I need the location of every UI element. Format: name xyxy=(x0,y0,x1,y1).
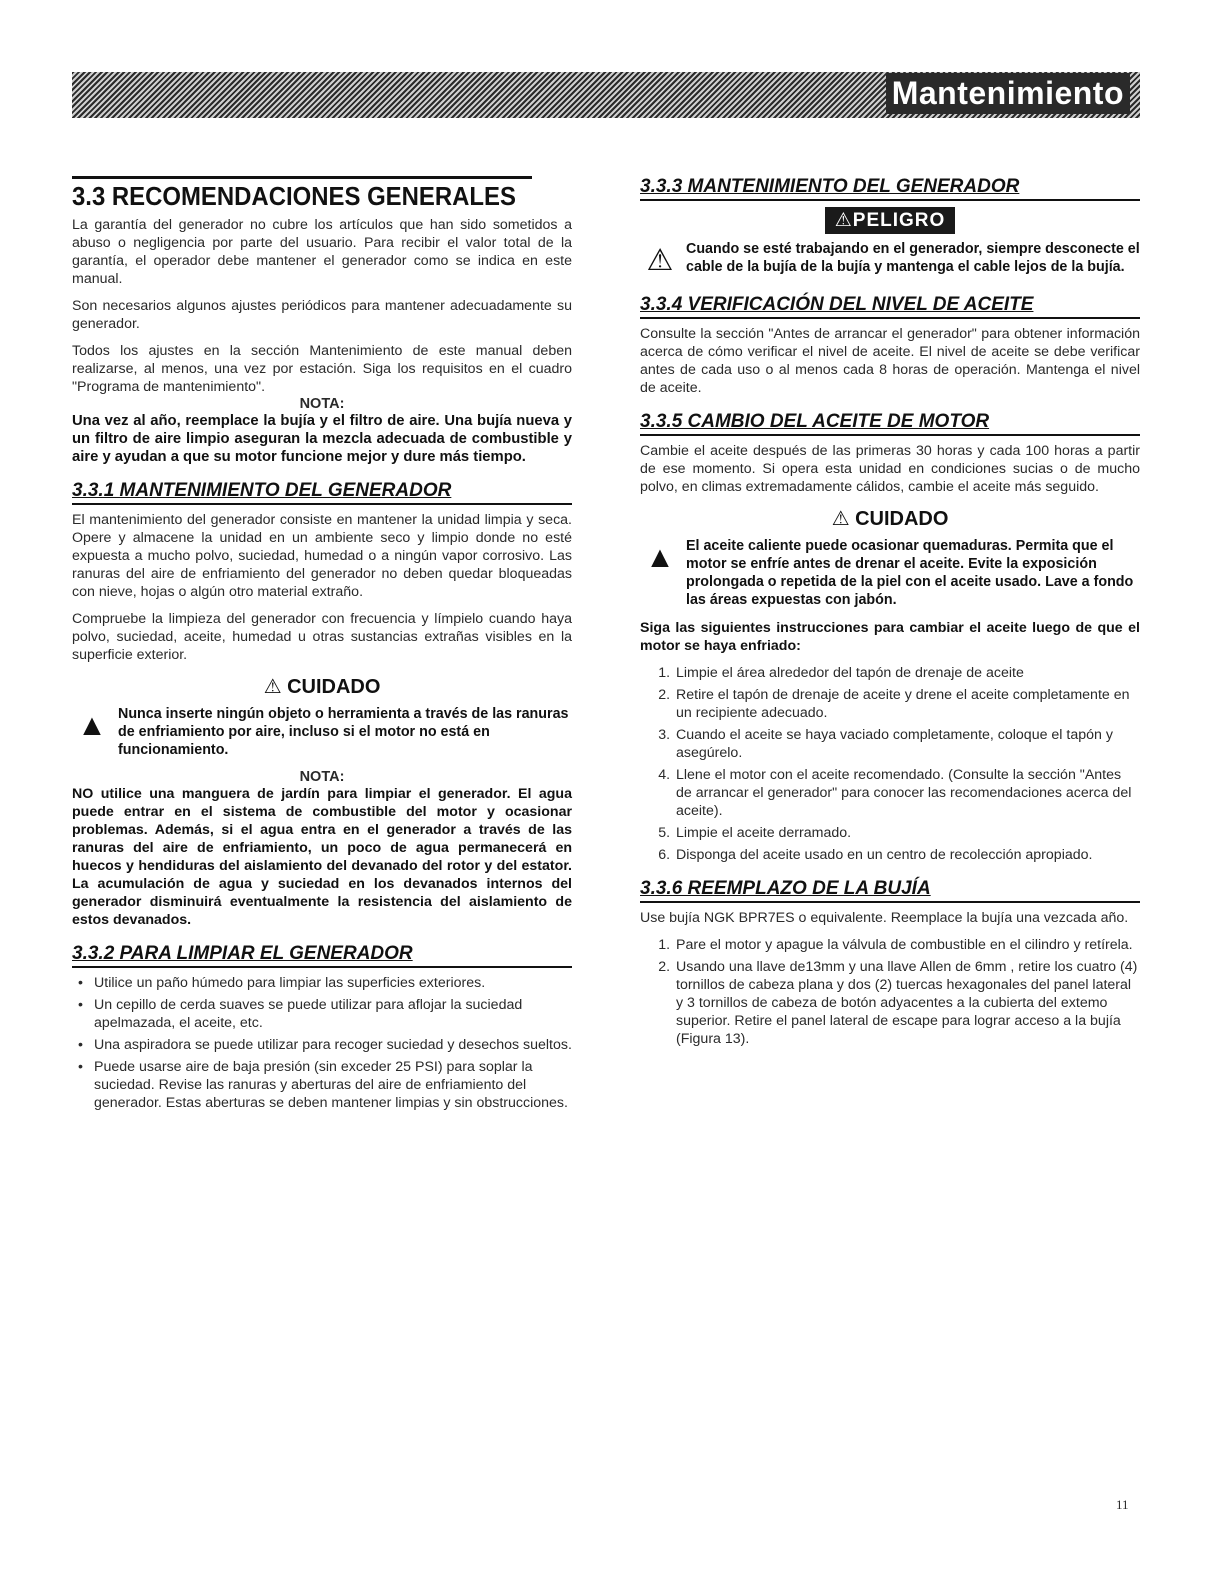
list-item: • Utilice un paño húmedo para limpiar las superficies exteriores. xyxy=(86,974,572,992)
heading-3-3-4: 3.3.4 VERIFICACIÓN DEL NIVEL DE ACEITE xyxy=(640,294,1140,319)
caution-title: CUIDADO xyxy=(855,508,949,530)
cleaning-list xyxy=(72,974,572,1112)
note-label: NOTA: xyxy=(299,396,345,412)
list-item: 1. Limpie el área alrededor del tapón de drenaje de aceite xyxy=(674,664,1140,682)
paragraph: Son necesarios algunos ajustes periódicos para mantener adecuadamente su generador. xyxy=(72,298,572,332)
paragraph: El mantenimiento del generador consiste en mantener la unidad limpia y seca. Opere y almacene la unidad en un ambiente seco y limpio donde no esté expuesta a mucho polvo, suciedad, humedad o a ningún vapor corrosivo. Las ranuras del aire de enfriamiento del generador no deben quedar bloqueadas con nieve, hojas o algún otro material extraño. xyxy=(72,512,572,600)
heading-3-3-5: 3.3.5 CAMBIO DEL ACEITE DE MOTOR xyxy=(640,411,1140,436)
list-item: • Puede usarse aire de baja presión (sin exceder 25 PSI) para soplar la suciedad. Revise las ranuras y aberturas del aire de enfriamiento del generador. Estas aberturas se deben mantener limpias y sin obstrucciones. xyxy=(86,1058,572,1112)
caution-block xyxy=(72,705,572,759)
section-title: Mantenimiento xyxy=(886,73,1130,114)
list-item: 2. Usando una llave de13mm y una llave Allen de 6mm , retire los cuatro (4) tornillos de cabeza plana y dos (2) tuercas hexagonales del panel lateral y 3 tornillos de cabeza de botón adyacentes a la cubierta del extemo superior. Retire el panel lateral de escape para lograr acceso a la bujía (Figura 13). xyxy=(674,958,1140,1048)
danger-badge-wrap xyxy=(640,207,1140,234)
right-column xyxy=(640,176,1140,1056)
page-number: 11 xyxy=(1116,1497,1129,1512)
caution-text: El aceite caliente puede ocasionar quemaduras. Permita que el motor se enfríe antes de drenar el aceite. Evite la exposición prolongada o repetida de la piel con el aceite usado. Lave a fondo las áreas expuestas con jabón. xyxy=(686,538,1134,608)
caution-heading xyxy=(72,674,572,699)
paragraph: Todos los ajustes en la sección Mantenimiento de este manual deben realizarse, al menos, una vez por estación. Siga los requisitos en el cuadro "Programa de mantenimiento". xyxy=(72,343,572,395)
list-item: 2. Retire el tapón de drenaje de aceite y drene el aceite completamente en un recipiente adecuado. xyxy=(674,686,1140,722)
list-item: • Una aspiradora se puede utilizar para recoger suciedad y desechos sueltos. xyxy=(86,1036,572,1054)
paragraph: Use bujía NGK BPR7ES o equivalente. Reemplace la bujía una vezcada año. xyxy=(640,910,1129,926)
paragraph: Consulte la sección "Antes de arrancar el generador" para obtener información acerca de cómo verificar el nivel de aceite. El nivel de aceite se debe verificar antes de cada uso o al menos cada 8 horas de operación. Mantenga el nivel de aceite. xyxy=(640,326,1140,396)
paragraph: Cambie el aceite después de las primeras 30 horas y cada 100 horas a partir de ese momento. Si opera esta unidad en condiciones sucias o de mucho polvo, en climas extremadamente cálidos, cambie el aceite más seguido. xyxy=(640,443,1140,495)
heading-3-3-2: 3.3.2 PARA LIMPIAR EL GENERADOR xyxy=(72,943,572,968)
danger-badge xyxy=(825,207,956,234)
warning-icon: ⚠ xyxy=(831,508,850,530)
heading-3-3-3: 3.3.3 MANTENIMIENTO DEL GENERADOR xyxy=(640,176,1140,201)
warning-triangle-icon: ▲ xyxy=(645,541,675,574)
list-item: 6. Disponga del aceite usado en un centro de recolección apropiado. xyxy=(674,846,1140,864)
note-text: NO utilice una manguera de jardín para limpiar el generador. El agua puede entrar en el sistema de combustible del motor y ocasionar problemas. Además, si el agua entra en el generador a través de las ranuras del aire de enfriamiento, un poco de agua permanecerá en huecos y hendiduras del aislamiento del devanado del rotor y del estator. La acumulación de agua y suciedad en los devanados internos del generador disminuirá eventualmente la resistencia del aislamiento de estos devanados. xyxy=(72,786,572,928)
spark-plug-steps xyxy=(640,936,1140,1048)
caution-title: CUIDADO xyxy=(287,676,381,698)
danger-block xyxy=(640,240,1140,280)
heading-3-3-1: 3.3.1 MANTENIMIENTO DEL GENERADOR xyxy=(72,480,572,505)
caution-heading xyxy=(640,506,1140,531)
list-item: 1. Pare el motor y apague la válvula de combustible en el cilindro y retírela. xyxy=(674,936,1140,954)
danger-text: Cuando se esté trabajando en el generador, siempre desconecte el cable de la bujía de la bujía y mantenga el cable lejos de la bujía. xyxy=(686,241,1140,275)
electric-shock-icon: ⚠ xyxy=(646,244,674,277)
list-item: • Un cepillo de cerda suaves se puede utilizar para aflojar la suciedad apelmazada, el aceite, etc. xyxy=(86,996,572,1032)
paragraph: Compruebe la limpieza del generador con frecuencia y límpielo cuando haya polvo, suciedad, aceite, humedad u otras sustancias extrañas visibles en la superficie exterior. xyxy=(72,611,572,663)
caution-text: Nunca inserte ningún objeto o herramienta a través de las ranuras de enfriamiento por aire, incluso si el motor no está en funcionamiento. xyxy=(118,706,569,758)
section-banner xyxy=(72,72,1140,118)
warning-icon: ⚠ xyxy=(834,210,853,231)
left-column xyxy=(72,176,572,1116)
heading-3-3-6: 3.3.6 REEMPLAZO DE LA BUJÍA xyxy=(640,878,1140,903)
caution-block xyxy=(640,537,1140,609)
list-item: 3. Cuando el aceite se haya vaciado completamente, coloque el tapón y asegúrelo. xyxy=(674,726,1140,762)
oil-change-steps xyxy=(640,664,1140,864)
list-item: 4. Llene el motor con el aceite recomendado. (Consulte la sección "Antes de arrancar el generador" para conocer las recomendaciones acerca del aceite). xyxy=(674,766,1140,820)
note-text: Una vez al año, reemplace la bujía y el filtro de aire. Una bujía nueva y un filtro de aire limpio aseguran la mezcla adecuada de combustible y aire y ayudan a que su motor funcione mejor y dure más tiempo. xyxy=(72,413,572,465)
danger-label: PELIGRO xyxy=(852,210,946,231)
warning-triangle-icon: ▲ xyxy=(77,709,107,742)
heading-3-3: 3.3 RECOMENDACIONES GENERALES xyxy=(72,176,532,212)
note-label: NOTA: xyxy=(299,769,345,785)
paragraph: La garantía del generador no cubre los artículos que han sido sometidos a abuso o negligencia por parte del usuario. Para recibir el valor total de la garantía, el operador debe mantener el generador como se indica en este manual. xyxy=(72,217,572,287)
warning-icon: ⚠ xyxy=(263,676,282,698)
instructions-intro: Siga las siguientes instrucciones para cambiar el aceite luego de que el motor se haya enfriado: xyxy=(640,620,1140,654)
list-item: 5. Limpie el aceite derramado. xyxy=(674,824,1140,842)
